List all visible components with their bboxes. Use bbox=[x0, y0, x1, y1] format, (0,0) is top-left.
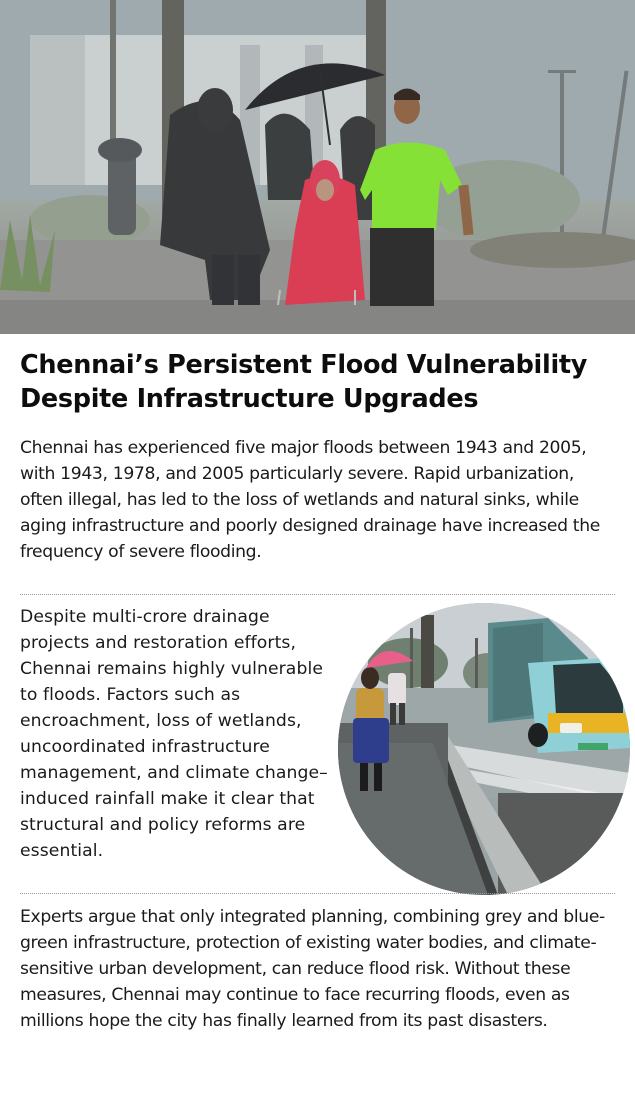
article-headline: Chennai’s Persistent Flood Vulnerability Despite Infrastructure Upgrades bbox=[20, 350, 588, 414]
hero-image bbox=[0, 0, 635, 334]
article-paragraph-3: Experts argue that only integrated planning, combining grey and blue-green infrastructure, protection of existing water bodies, and climate-sensitive urban development, can reduce flood risk. Without these measures, Chennai may continue to face recurring floods, even as millions hope the city has finally learned from its past disasters. bbox=[20, 907, 605, 1031]
inset-image bbox=[338, 603, 630, 895]
photo-icon bbox=[338, 603, 630, 895]
article-paragraph-2: Despite multi-crore drainage projects and restoration efforts, Chennai remains highly vulnerable to floods. Factors such as encroachment, loss of wetlands, uncoordinated infrastructure management, and climate change–induced rainfall make it clear that structural and policy reforms are essential. bbox=[20, 607, 328, 861]
photo-icon bbox=[0, 0, 635, 334]
dotted-divider bbox=[20, 893, 615, 894]
dotted-divider bbox=[20, 594, 615, 595]
article-paragraph-1: Chennai has experienced five major floods between 1943 and 2005, with 1943, 1978, and 2005 particularly severe. Rapid urbanization, often illegal, has led to the loss of wetlands and natural sinks, while aging infrastructure and poorly designed drainage have increased the frequency of severe flooding. bbox=[20, 438, 600, 562]
